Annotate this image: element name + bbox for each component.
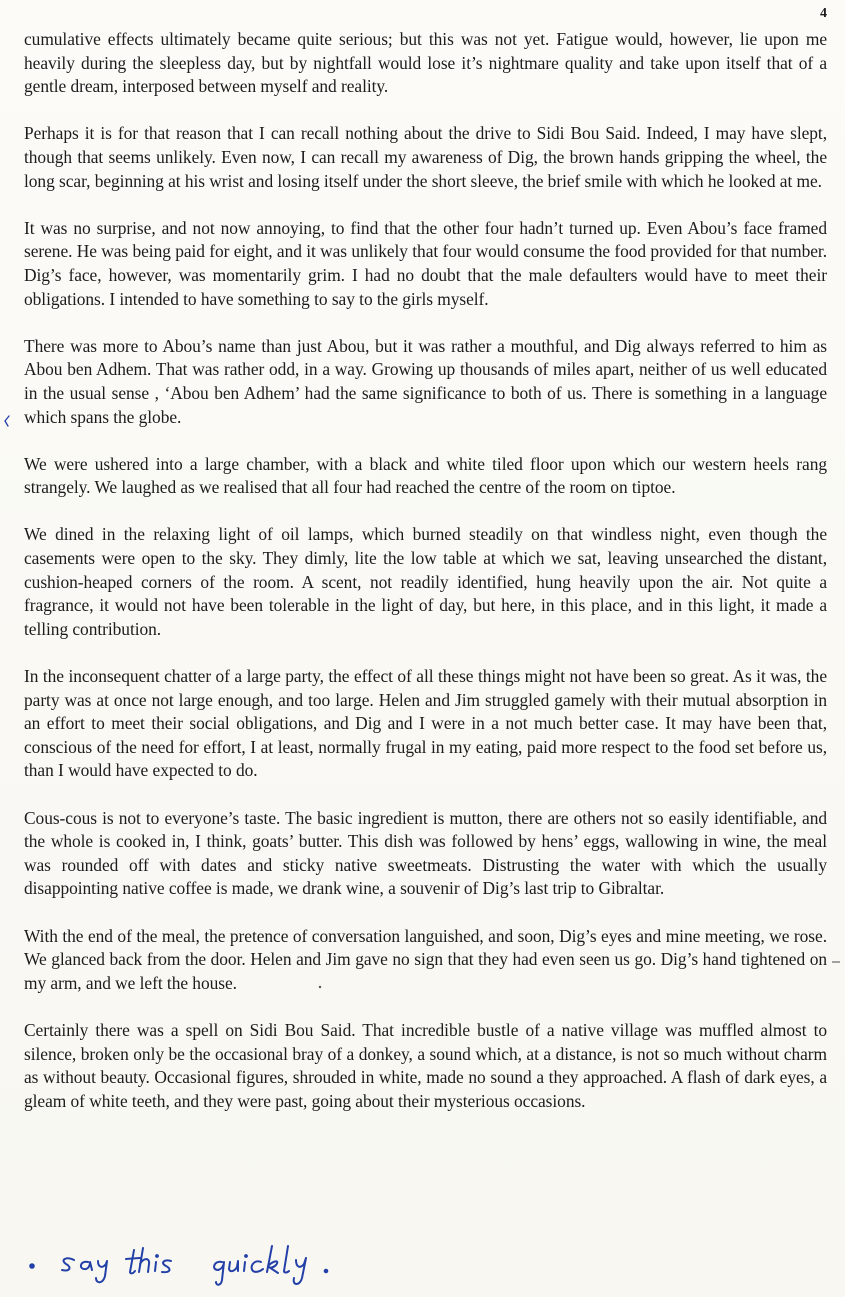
margin-tick-mark (3, 415, 11, 427)
scan-speck (318, 985, 322, 989)
paragraph-10: Certainly there was a spell on Sidi Bou Said. That incredible bustle of a native village was muffled almost to silence, broken only be the occasional bray of a donkey, a sound which, at a distance, is not so much without charm as without beauty. Occasional figures, shrouded in white, made no sound a they approached. A flash of dark eyes, a gleam of white teeth, and they were past, going about their mysterious occasions. (24, 1019, 827, 1111)
paragraph-5: We were ushered into a large chamber, with a black and white tiled floor upon which our western heels rang strangely. We laughed as we realised that all four had reached the centre of the room on tiptoe. (24, 453, 827, 498)
paragraph-3: It was no surprise, and not now annoying, to find that the other four hadn’t turned up. Even Abou’s face framed serene. He was being paid for eight, and it was unlikely that four would consume the food provided for that number. Dig’s face, however, was momentarily grim. I had no doubt that the male defaulters would have to meet their obligations. I intended to have something to say to the girls myself. (24, 217, 827, 309)
paragraph-4: There was more to Abou’s name than just Abou, but it was rather a mouthful, and Dig always referred to him as Abou ben Adhem. That was rather odd, in a way. Growing up thousands of miles apart, neither of us well educated in the usual sense , ‘Abou ben Adhem’ had the same significance to both of us. There is something in a language which spans the globe. (24, 335, 827, 427)
scan-speck (832, 960, 840, 964)
paragraph-6: We dined in the relaxing light of oil lamps, which burned steadily on that windless night, even though the casements were open to the sky. They dimly, lite the low table at which we sat, leaving unsearched the distant, cushion-heaped corners of the room. A scent, not readily identified, hung heavily upon the air. Not quite a fragrance, it would not have been tolerable in the light of day, but here, in this place, and in this light, it made a telling contribution. (24, 524, 827, 639)
paragraph-8: Cous-cous is not to everyone’s taste. The basic ingredient is mutton, there are others not so easily identifiable, and the whole is cooked in, I think, goats’ butter. This dish was followed by hens’ eggs, wallowing in wine, the meal was rounded off with dates and sticky native sweetmeats. Distrusting the water with which the usually disappointing native coffee is made, we drank wine, a souvenir of Dig’s last trip to Gibraltar. (24, 807, 827, 899)
paragraph-7: In the inconsequent chatter of a large party, the effect of all these things might not have been so great. As it was, the party was at once not large enough, and too large. Helen and Jim struggled gamely with their mutual absorption in an effort to meet their social obligations, and Dig and I were in a not much better case. It may have been that, conscious of the need for effort, I at least, normally frugal in my eating, paid more respect to the food set before us, than I would have expected to do. (24, 666, 827, 781)
paragraph-2: Perhaps it is for that reason that I can recall nothing about the drive to Sidi Bou Said. Indeed, I may have slept, though that seems unlikely. Even now, I can recall my awareness of Dig, the brown hands gripping the wheel, the long scar, beginning at his wrist and losing itself under the short sleeve, the brief smile with which he looked at me. (24, 123, 827, 191)
page-number: 4 (820, 6, 827, 21)
body-text (24, 28, 827, 1137)
handwritten-note-drawing (26, 1240, 356, 1290)
paragraph-9: With the end of the meal, the pretence of conversation languished, and soon, Dig’s eyes and mine meeting, we rose. We glanced back from the door. Helen and Jim gave no sign that they had even seen us go. Dig’s hand tightened on my arm, and we left the house. (24, 925, 827, 993)
paragraph-1: cumulative effects ultimately became quite serious; but this was not yet. Fatigue would, however, lie upon me heavily during the sleepless day, but by nightfall would lose it’s nightmare quality and take upon itself that of a gentle dream, interposed between myself and reality. (24, 29, 827, 97)
handwritten-note (26, 1240, 356, 1290)
